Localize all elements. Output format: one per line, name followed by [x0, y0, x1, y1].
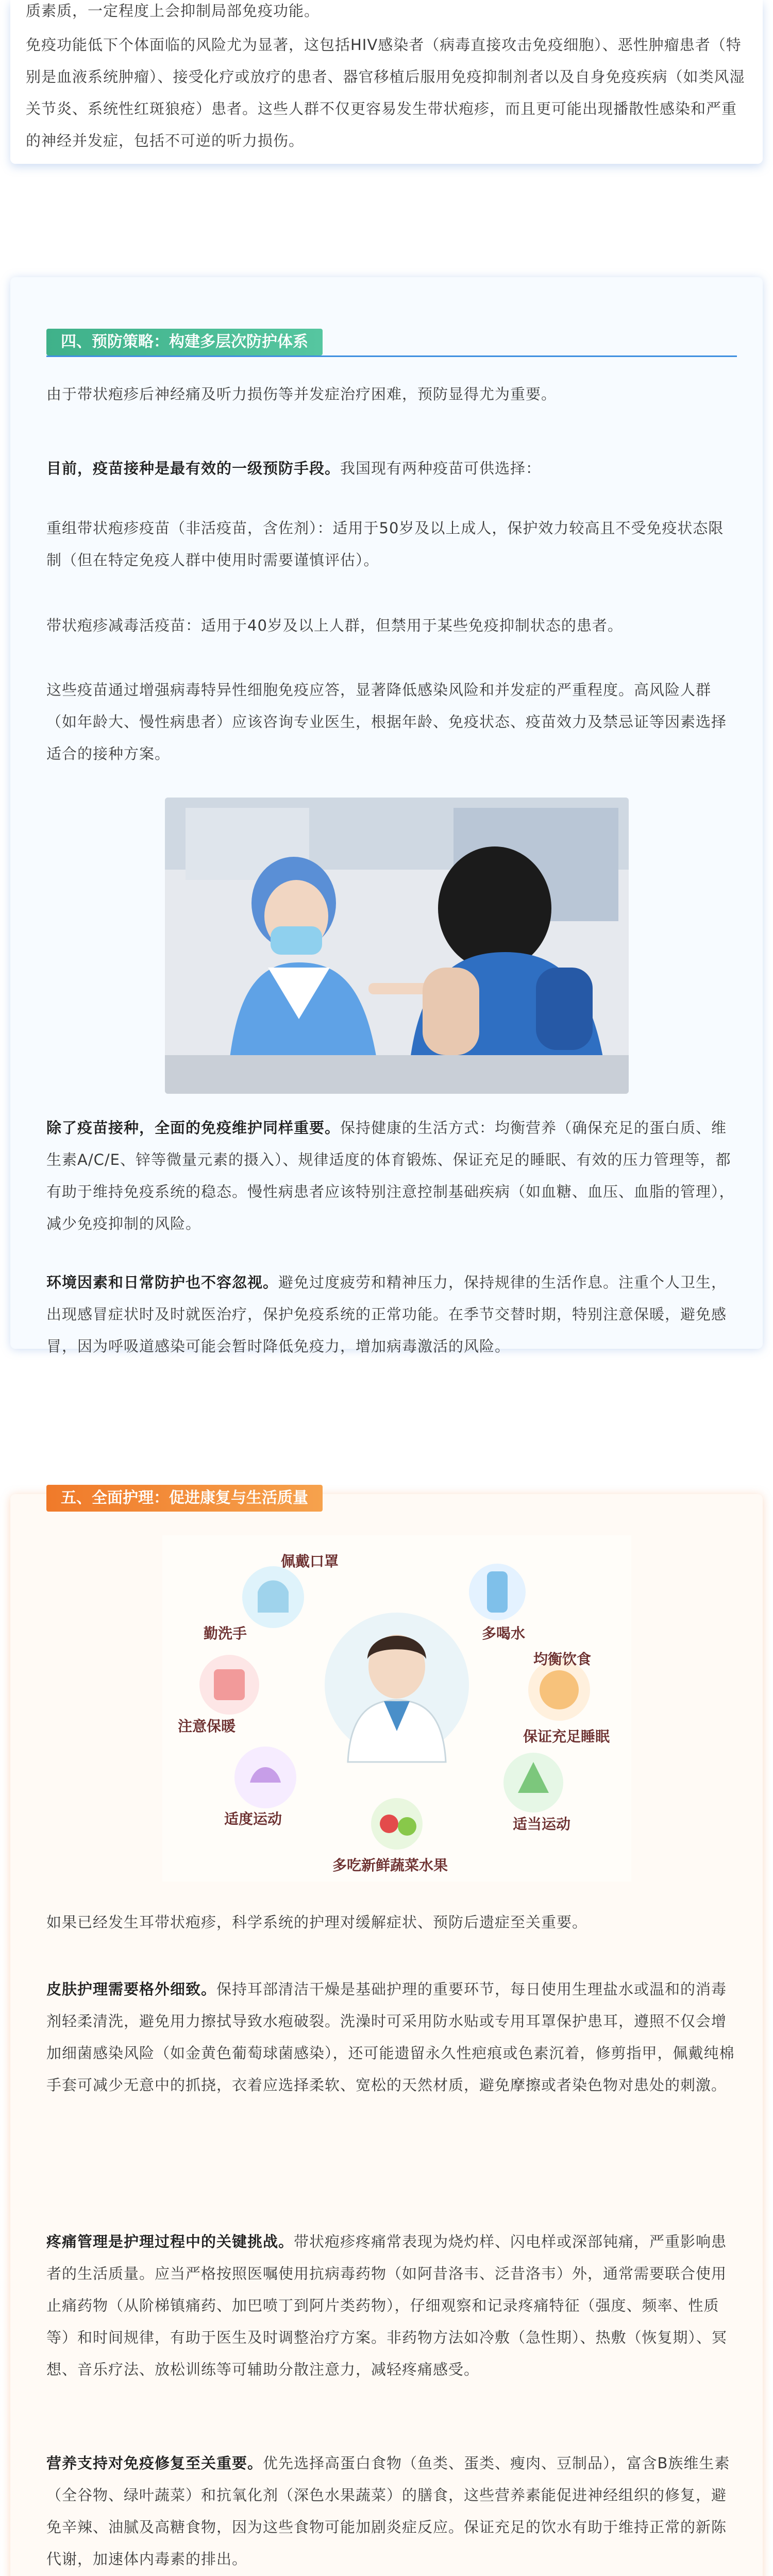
s4-p2-bold: 目前，疫苗接种是最有效的一级预防手段。: [46, 460, 341, 477]
s4-p6-rest: 保持健康的生活方式：均衡营养（确保充足的蛋白质、维生素A/C/E、锌等微量元素的摄入）、规律适度的体育锻炼、保证充足的睡眠、有效的压力管理等，都有助于维持免疫系统的稳态。慢性病患者应该特别注意控制基础疾病（如血糖、血压、血脂的管理），减少免疫抑制的风险。: [46, 1119, 735, 1232]
illustration-label-3: 均衡饮食: [533, 1651, 592, 1668]
illustration-label-0: 勤洗手: [204, 1625, 247, 1642]
illustration-label-9: 佩戴口罩: [281, 1553, 339, 1570]
section-4-title: 四、预防策略：构建多层次防护体系: [46, 329, 323, 355]
section-4-title-underline: [46, 355, 737, 357]
s4-p6-bold: 除了疫苗接种，全面的免疫维护同样重要。: [46, 1119, 341, 1137]
vaccination-photo: [165, 798, 629, 1094]
s5-p3-bold: 疼痛管理是护理过程中的关键挑战。: [46, 2233, 294, 2250]
s5-p3-rest: 带状疱疹疼痛常表现为烧灼样、闪电样或深部钝痛，严重影响患者的生活质量。应当严格按照医嘱使用抗病毒药物（如阿昔洛韦、泛昔洛韦）外，通常需要联合使用止痛药物（从阶梯镇痛药、加巴喷丁到阿片类药物），仔细观察和记录疼痛特征（强度、频率、性质等）和时间规律，有助于医生及时调整治疗方案。非药物方法如冷敷（急性期）、热敷（恢复期）、冥想、音乐疗法、放松训练等可辅助分散注意力，减轻疼痛感受。: [46, 2233, 728, 2378]
s5-paragraph-4: [46, 2447, 737, 2575]
s4-p2-rest: 我国现有两种疫苗可供选择：: [340, 460, 542, 477]
s4-p7-bold: 环境因素和日常防护也不容忽视。: [46, 1274, 279, 1291]
section-5-title: 五、全面护理：促进康复与生活质量: [46, 1485, 323, 1512]
illustration-label-7: 适当运动: [513, 1816, 571, 1833]
s4-paragraph-7: [46, 1266, 737, 1362]
section-4-card: [10, 277, 763, 1355]
illustration-label-2: 注意保暖: [178, 1718, 236, 1735]
intro-paragraph-1: 质素质，一定程度上会抑制局部免疫功能。: [26, 2, 320, 20]
s4-paragraph-6: [46, 1112, 737, 1240]
s5-paragraph-1: 如果已经发生耳带状疱疹，科学系统的护理对缓解症状、预防后遗症至关重要。: [46, 1913, 588, 1931]
illustration-label-6: 保证充足睡眠: [523, 1728, 610, 1745]
illustration-label-8: 多吃新鲜蔬菜水果: [332, 1857, 448, 1874]
s5-p2-bold: 皮肤护理需要格外细致。: [46, 1980, 217, 1998]
s5-paragraph-3: [46, 2226, 737, 2385]
section-5-card: [10, 1489, 763, 2576]
s4-paragraph-1: 由于带状疱疹后神经痛及听力损伤等并发症治疗困难，预防显得尤为重要。: [46, 385, 557, 403]
intro-paragraph-2: 免疫功能低下个体面临的风险尤为显著，这包括HIV感染者（病毒直接攻击免疫细胞）、恶性肿瘤患者（特别是血液系统肿瘤）、接受化疗或放疗的患者、器官移植后服用免疫抑制剂者以及自身免疫疾病（如类风湿关节炎、系统性红斑狼疮）患者。这些人群不仅更容易发生带状疱疹，而且更可能出现播散性感染和严重的神经并发症，包括不可逆的听力损伤。: [26, 36, 745, 149]
s4-paragraph-3: 重组带状疱疹疫苗（非活疫苗，含佐剂）：适用于50岁及以上成人，保护效力较高且不受免疫状态限制（但在特定免疫人群中使用时需要谨慎评估）。: [46, 519, 724, 569]
s4-p7-rest: 避免过度疲劳和精神压力，保持规律的生活作息。注重个人卫生，出现感冒症状时及时就医治疗，保护免疫系统的正常功能。在季节交替时期，特别注意保暖，避免感冒，因为呼吸道感染可能会暂时降低免疫力，增加病毒激活的风险。: [46, 1274, 727, 1355]
vaccination-photo-drawing: [165, 798, 629, 1094]
health-tips-illustration: [162, 1535, 631, 1882]
health-tips-drawing: [162, 1535, 631, 1882]
illustration-label-1: 多喝水: [482, 1625, 526, 1642]
s4-paragraph-4: 带状疱疹减毒活疫苗：适用于40岁及以上人群，但禁用于某些免疫抑制状态的患者。: [46, 617, 623, 634]
illustration-label-5: 适度运动: [224, 1810, 282, 1827]
intro-card: [10, 0, 763, 164]
s4-paragraph-5: 这些疫苗通过增强病毒特异性细胞免疫应答，显著降低感染风险和并发症的严重程度。高风险人群（如年龄大、慢性病患者）应该咨询专业医生，根据年龄、免疫状态、疫苗效力及禁忌证等因素选择适合的接种方案。: [46, 681, 727, 762]
s4-paragraph-2: [46, 452, 737, 484]
s5-p2-rest: 保持耳部清洁干燥是基础护理的重要环节，每日使用生理盐水或温和的消毒剂轻柔清洗，避免用力擦拭导致水疱破裂。洗澡时可采用防水贴或专用耳罩保护患耳，遵照不仅会增加细菌感染风险（如金黄色葡萄球菌感染），还可能遗留永久性疤痕或色素沉着，修剪指甲，佩戴纯棉手套可减少无意中的抓挠，衣着应选择柔软、宽松的天然材质，避免摩擦或者染色物对患处的刺激。: [46, 1980, 735, 2094]
s5-paragraph-2: [46, 1973, 737, 2101]
s5-p4-rest: 优先选择高蛋白食物（鱼类、蛋类、瘦肉、豆制品），富含B族维生素（全谷物、绿叶蔬菜）和抗氧化剂（深色水果蔬菜）的膳食，这些营养素能促进神经组织的修复，避免辛辣、油腻及高糖食物，因为这些食物可能加剧炎症反应。保证充足的饮水有助于维持正常的新陈代谢，加速体内毒素的排出。: [46, 2454, 730, 2568]
s5-p4-bold: 营养支持对免疫修复至关重要。: [46, 2454, 263, 2472]
